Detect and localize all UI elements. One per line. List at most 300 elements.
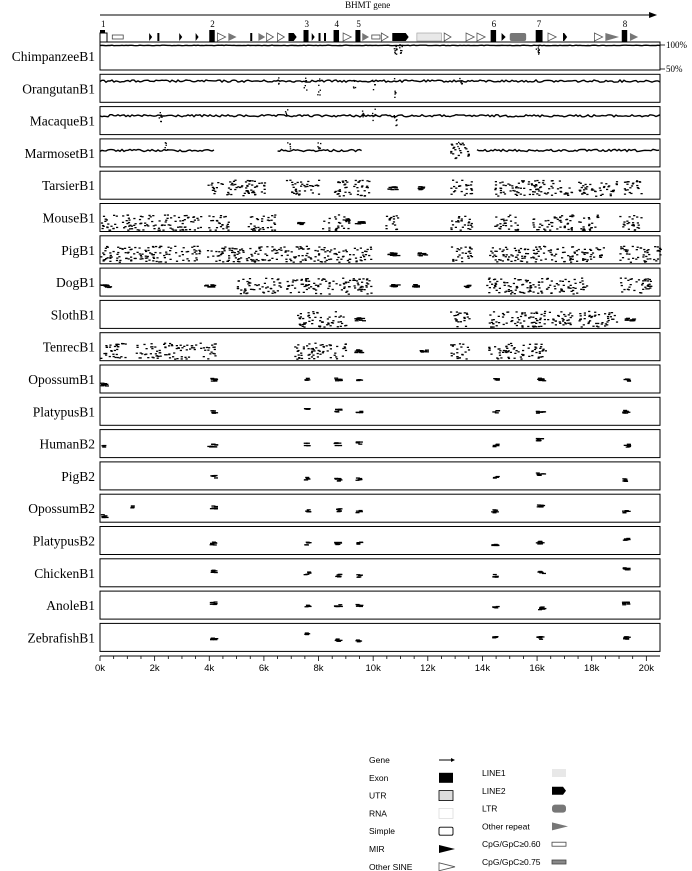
conservation-dot xyxy=(590,259,592,260)
conservation-dot xyxy=(122,222,124,223)
conservation-dot xyxy=(137,229,139,230)
conservation-dot xyxy=(455,157,457,158)
conservation-dot xyxy=(278,249,280,250)
conservation-dot xyxy=(245,293,247,294)
conservation-dot xyxy=(468,318,470,319)
conservation-dot xyxy=(522,284,524,285)
conservation-dot xyxy=(370,293,372,294)
conservation-dot xyxy=(207,250,209,251)
line2-mark xyxy=(563,33,567,41)
conservation-dot xyxy=(242,195,244,196)
conservation-dot xyxy=(602,194,604,195)
conservation-dot xyxy=(105,354,107,355)
conservation-dot xyxy=(520,188,522,189)
conservation-dot xyxy=(657,258,659,259)
conservation-dot xyxy=(503,220,505,221)
conservation-dot xyxy=(533,257,535,258)
conservation-dot xyxy=(364,289,366,290)
conservation-dot xyxy=(601,322,603,323)
conservation-dot xyxy=(495,181,497,182)
conservation-dip xyxy=(165,147,166,148)
conservation-dot xyxy=(300,181,302,182)
x-tick-label: 2k xyxy=(149,663,160,674)
conservation-dot xyxy=(291,182,293,183)
conservation-dot xyxy=(102,228,104,229)
conservation-dot xyxy=(647,249,649,250)
conservation-dot xyxy=(619,216,621,217)
conservation-dot xyxy=(258,183,260,184)
conservation-dot xyxy=(360,259,362,260)
conservation-dot xyxy=(221,251,223,252)
conservation-dot xyxy=(127,252,129,253)
conservation-dot xyxy=(533,250,535,251)
conservation-dot xyxy=(637,257,639,258)
conservation-dot xyxy=(561,290,563,291)
conservation-dot xyxy=(355,184,357,185)
conservation-dot xyxy=(393,216,395,217)
conservation-dot xyxy=(535,259,537,260)
legend-label-ltr: LTR xyxy=(482,803,498,814)
other-repeat-mark xyxy=(258,33,265,41)
conservation-dot xyxy=(318,278,320,279)
conservation-dot xyxy=(338,604,342,605)
conservation-dot xyxy=(264,193,266,194)
conservation-dot xyxy=(583,192,585,193)
conservation-dot xyxy=(146,348,148,349)
conservation-dot xyxy=(356,280,358,281)
conservation-dot xyxy=(516,350,518,351)
conservation-dot xyxy=(183,346,185,347)
conservation-dot xyxy=(457,220,459,221)
conservation-dot xyxy=(313,283,315,284)
conservation-dot xyxy=(538,190,540,191)
conservation-dot xyxy=(314,343,316,344)
conservation-dot xyxy=(572,287,574,288)
conservation-dot xyxy=(328,283,330,284)
conservation-dot xyxy=(616,181,618,182)
conservation-dot xyxy=(317,260,319,261)
conservation-dot xyxy=(295,191,297,192)
conservation-dot xyxy=(342,250,344,251)
conservation-dot xyxy=(549,312,551,313)
conservation-dot xyxy=(147,250,149,251)
conservation-dot xyxy=(534,191,536,192)
conservation-dot xyxy=(557,188,559,189)
conservation-dot xyxy=(586,285,588,286)
conservation-dot xyxy=(455,260,457,261)
conservation-dot xyxy=(500,190,502,191)
conservation-dot xyxy=(184,219,186,220)
series-label: MacaqueB1 xyxy=(29,113,95,129)
conservation-dot xyxy=(315,347,317,348)
exon-swatch xyxy=(439,773,453,783)
conservation-dot xyxy=(541,344,543,345)
conservation-dot xyxy=(304,479,308,480)
conservation-dip xyxy=(461,83,462,84)
conservation-dot xyxy=(469,247,471,248)
annotation-other xyxy=(630,33,638,41)
conservation-dot xyxy=(113,356,115,357)
mir-swatch xyxy=(439,845,455,853)
conservation-dot xyxy=(640,217,642,218)
sine-mark xyxy=(381,33,388,41)
conservation-dot xyxy=(603,186,605,187)
x-tick-label: 8k xyxy=(313,663,324,674)
conservation-dot xyxy=(539,353,541,354)
conservation-dot xyxy=(109,347,111,348)
conservation-dip xyxy=(160,112,161,113)
conservation-dot xyxy=(357,284,359,285)
conservation-dot xyxy=(335,356,337,357)
conservation-dot xyxy=(599,187,601,188)
conservation-dot xyxy=(471,190,473,191)
conservation-dot xyxy=(348,262,350,263)
conservation-dot xyxy=(354,285,356,286)
conservation-dot xyxy=(227,192,229,193)
sine-mark xyxy=(466,33,474,41)
conservation-dot xyxy=(340,326,342,327)
conservation-dot xyxy=(514,353,516,354)
conservation-dot xyxy=(576,250,578,251)
ltr-swatch xyxy=(552,805,566,813)
conservation-dot xyxy=(214,379,218,380)
conservation-dot xyxy=(492,247,494,248)
series-label: OrangutanB1 xyxy=(22,81,95,97)
conservation-dot xyxy=(464,216,466,217)
conservation-dot xyxy=(528,184,530,185)
conservation-dot xyxy=(460,346,462,347)
conservation-dot xyxy=(515,217,517,218)
conservation-dot xyxy=(539,351,541,352)
conservation-dot xyxy=(257,227,259,228)
conservation-dot xyxy=(335,442,339,443)
series-label: OpossumB1 xyxy=(28,372,95,387)
conservation-dot xyxy=(536,180,538,181)
conservation-dip xyxy=(353,87,354,88)
conservation-dot xyxy=(508,291,510,292)
conservation-dot xyxy=(273,222,275,223)
conservation-dot xyxy=(522,350,524,351)
conservation-dot xyxy=(250,254,252,255)
conservation-dot xyxy=(211,250,213,251)
conservation-dip xyxy=(374,114,375,115)
conservation-dot xyxy=(209,353,211,354)
conservation-dot xyxy=(250,190,252,191)
conservation-dot xyxy=(584,315,586,316)
conservation-dot xyxy=(325,281,327,282)
conservation-dot xyxy=(570,285,572,286)
conservation-dot xyxy=(342,278,344,279)
conservation-dip xyxy=(394,93,395,94)
conservation-dot xyxy=(186,258,188,259)
conservation-dot xyxy=(575,283,577,284)
conservation-dot xyxy=(167,218,169,219)
conservation-dot xyxy=(391,189,395,190)
conservation-dot xyxy=(117,346,119,347)
conservation-dot xyxy=(556,283,558,284)
conservation-dot xyxy=(515,290,517,291)
conservation-dot xyxy=(584,259,586,260)
conservation-dot xyxy=(466,189,468,190)
conservation-dot xyxy=(502,260,504,261)
conservation-dot xyxy=(117,247,119,248)
conservation-dot xyxy=(601,254,603,255)
annotation-mir xyxy=(312,33,315,41)
conservation-dot xyxy=(529,282,531,283)
conservation-dot xyxy=(343,288,345,289)
conservation-dip xyxy=(400,50,401,51)
conservation-dot xyxy=(290,292,292,293)
conservation-dot xyxy=(238,261,240,262)
conservation-dip xyxy=(363,115,364,116)
track-frame xyxy=(100,300,660,328)
conservation-dot xyxy=(215,230,217,231)
conservation-dot xyxy=(212,476,216,477)
conservation-dot xyxy=(285,250,287,251)
conservation-dot xyxy=(623,638,627,639)
conservation-dot xyxy=(525,253,527,254)
conservation-dip xyxy=(354,81,355,82)
conservation-dot xyxy=(259,228,261,229)
conservation-dot xyxy=(347,219,349,220)
conservation-dot xyxy=(564,261,566,262)
conservation-dot xyxy=(580,289,582,290)
conservation-dot xyxy=(308,248,310,249)
simple-mark xyxy=(157,33,159,41)
conservation-dot xyxy=(210,604,214,605)
conservation-dot xyxy=(267,227,269,228)
conservation-dot xyxy=(258,230,260,231)
conservation-dot xyxy=(345,180,347,181)
conservation-dot xyxy=(561,215,563,216)
sine-mark xyxy=(444,33,451,41)
conservation-dot xyxy=(588,218,590,219)
conservation-dot xyxy=(494,346,496,347)
conservation-dot xyxy=(620,278,622,279)
track-pigb1 xyxy=(61,236,662,264)
conservation-dot xyxy=(366,282,368,283)
conservation-dot xyxy=(589,315,591,316)
conservation-dip xyxy=(372,113,373,114)
conservation-dot xyxy=(459,254,461,255)
conservation-dot xyxy=(200,227,202,228)
conservation-dot xyxy=(162,230,164,231)
conservation-dot xyxy=(260,246,262,247)
conservation-dot xyxy=(299,190,301,191)
conservation-dot xyxy=(100,358,102,359)
conservation-dot xyxy=(633,215,635,216)
conservation-dot xyxy=(330,345,332,346)
conservation-dot xyxy=(535,261,537,262)
conservation-dot xyxy=(130,260,132,261)
conservation-dot xyxy=(636,216,638,217)
conservation-dot xyxy=(200,343,202,344)
conservation-dot xyxy=(543,315,545,316)
exon-label-7: 7 xyxy=(536,19,542,29)
conservation-dot xyxy=(268,220,270,221)
conservation-dot xyxy=(598,314,600,315)
conservation-dot xyxy=(552,319,554,320)
conservation-dot xyxy=(504,223,506,224)
conservation-dot xyxy=(567,193,569,194)
conservation-dot xyxy=(536,438,540,439)
conservation-dot xyxy=(510,343,512,344)
conservation-dot xyxy=(534,180,536,181)
conservation-dot xyxy=(514,260,516,261)
conservation-dot xyxy=(537,475,541,476)
conservation-dot xyxy=(114,346,116,347)
conservation-dot xyxy=(502,313,504,314)
simple-mark xyxy=(324,33,326,41)
conservation-dot xyxy=(152,215,154,216)
conservation-dot xyxy=(596,247,598,248)
conservation-dot xyxy=(302,326,304,327)
conservation-dot xyxy=(200,216,202,217)
legend-label-rna: RNA xyxy=(369,808,387,819)
conservation-dot xyxy=(574,252,576,253)
track-dogb1 xyxy=(56,268,660,296)
conservation-dot xyxy=(348,192,350,193)
conservation-dot xyxy=(332,281,334,282)
conservation-dot xyxy=(300,355,302,356)
conservation-dot xyxy=(649,258,651,259)
conservation-dot xyxy=(587,259,589,260)
conservation-dot xyxy=(505,225,507,226)
conservation-dot xyxy=(312,348,314,349)
conservation-dot xyxy=(610,194,612,195)
conservation-dot xyxy=(343,228,345,229)
sine-mark xyxy=(217,33,225,41)
conservation-dot xyxy=(271,250,273,251)
conservation-dot xyxy=(342,348,344,349)
conservation-dot xyxy=(348,221,350,222)
annotation-sine xyxy=(477,33,485,41)
conservation-dot xyxy=(305,322,307,323)
conservation-dot xyxy=(582,283,584,284)
conservation-dot xyxy=(152,260,154,261)
conservation-dot xyxy=(645,288,647,289)
conservation-dot xyxy=(499,182,501,183)
conservation-dot xyxy=(280,250,282,251)
conservation-dot xyxy=(174,246,176,247)
conservation-dip xyxy=(538,49,539,50)
gene-arrow-head xyxy=(649,12,657,18)
conservation-dot xyxy=(555,254,557,255)
conservation-dot xyxy=(308,358,310,359)
conservation-dot xyxy=(355,261,357,262)
conservation-dot xyxy=(538,287,540,288)
conservation-dot xyxy=(601,323,603,324)
conservation-dot xyxy=(128,218,130,219)
conservation-dip xyxy=(373,89,374,90)
conservation-dot xyxy=(136,345,138,346)
conservation-dot xyxy=(229,248,231,249)
conservation-dot xyxy=(110,350,112,351)
conservation-dot xyxy=(466,314,468,315)
conservation-dot xyxy=(248,226,250,227)
conservation-dot xyxy=(554,288,556,289)
conservation-dip xyxy=(304,87,305,88)
conservation-dip xyxy=(372,80,373,81)
conservation-dot xyxy=(423,253,427,254)
conservation-dot xyxy=(212,410,216,411)
conservation-dot xyxy=(187,251,189,252)
conservation-dot xyxy=(509,215,511,216)
conservation-dot xyxy=(223,248,225,249)
conservation-dot xyxy=(226,261,228,262)
conservation-dot xyxy=(134,258,136,259)
conservation-dot xyxy=(266,246,268,247)
conservation-dot xyxy=(191,347,193,348)
conservation-dot xyxy=(322,351,324,352)
conservation-dot xyxy=(136,353,138,354)
conservation-dip xyxy=(164,149,165,150)
track-chimpanzeeb1 xyxy=(12,42,660,70)
x-tick-label: 14k xyxy=(474,663,491,674)
conservation-dot xyxy=(572,259,574,260)
conservation-dot xyxy=(631,320,635,321)
conservation-dot xyxy=(645,261,647,262)
conservation-dot xyxy=(174,215,176,216)
conservation-dot xyxy=(390,285,394,286)
conservation-dot xyxy=(461,180,463,181)
conservation-dot xyxy=(340,315,342,316)
conservation-dot xyxy=(346,187,348,188)
conservation-dot xyxy=(195,250,197,251)
conservation-dot xyxy=(237,251,239,252)
conservation-dip xyxy=(394,48,395,49)
conservation-dot xyxy=(462,227,464,228)
conservation-dot xyxy=(195,253,197,254)
conservation-dip xyxy=(355,87,356,88)
conservation-dot xyxy=(519,252,521,253)
conservation-dot xyxy=(119,262,121,263)
conservation-dot xyxy=(186,349,188,350)
conservation-dot xyxy=(606,324,608,325)
conservation-dot xyxy=(515,194,517,195)
conservation-dot xyxy=(339,189,341,190)
conservation-dot xyxy=(329,317,331,318)
conservation-dot xyxy=(102,445,106,446)
conservation-dot xyxy=(506,254,508,255)
conservation-dot xyxy=(211,572,215,573)
conservation-dot xyxy=(542,350,544,351)
conservation-dot xyxy=(253,228,255,229)
conservation-dot xyxy=(337,194,339,195)
conservation-dot xyxy=(260,250,262,251)
conservation-dip xyxy=(317,146,318,147)
conservation-dot xyxy=(606,321,608,322)
conservation-dot xyxy=(550,252,552,253)
conservation-dot xyxy=(178,217,180,218)
conservation-dot xyxy=(560,311,562,312)
conservation-dot xyxy=(345,250,347,251)
conservation-dot xyxy=(348,286,350,287)
conservation-dot xyxy=(522,326,524,327)
track-frame xyxy=(100,365,660,393)
conservation-dot xyxy=(113,215,115,216)
conservation-dot xyxy=(168,247,170,248)
conservation-dot xyxy=(536,344,538,345)
conservation-dot xyxy=(213,193,215,194)
conservation-dot xyxy=(329,218,331,219)
conservation-dot xyxy=(529,290,531,291)
conservation-dot xyxy=(102,225,104,226)
conservation-dot xyxy=(313,313,315,314)
conservation-dot xyxy=(569,220,571,221)
conservation-dot xyxy=(151,343,153,344)
conservation-dot xyxy=(212,413,216,414)
